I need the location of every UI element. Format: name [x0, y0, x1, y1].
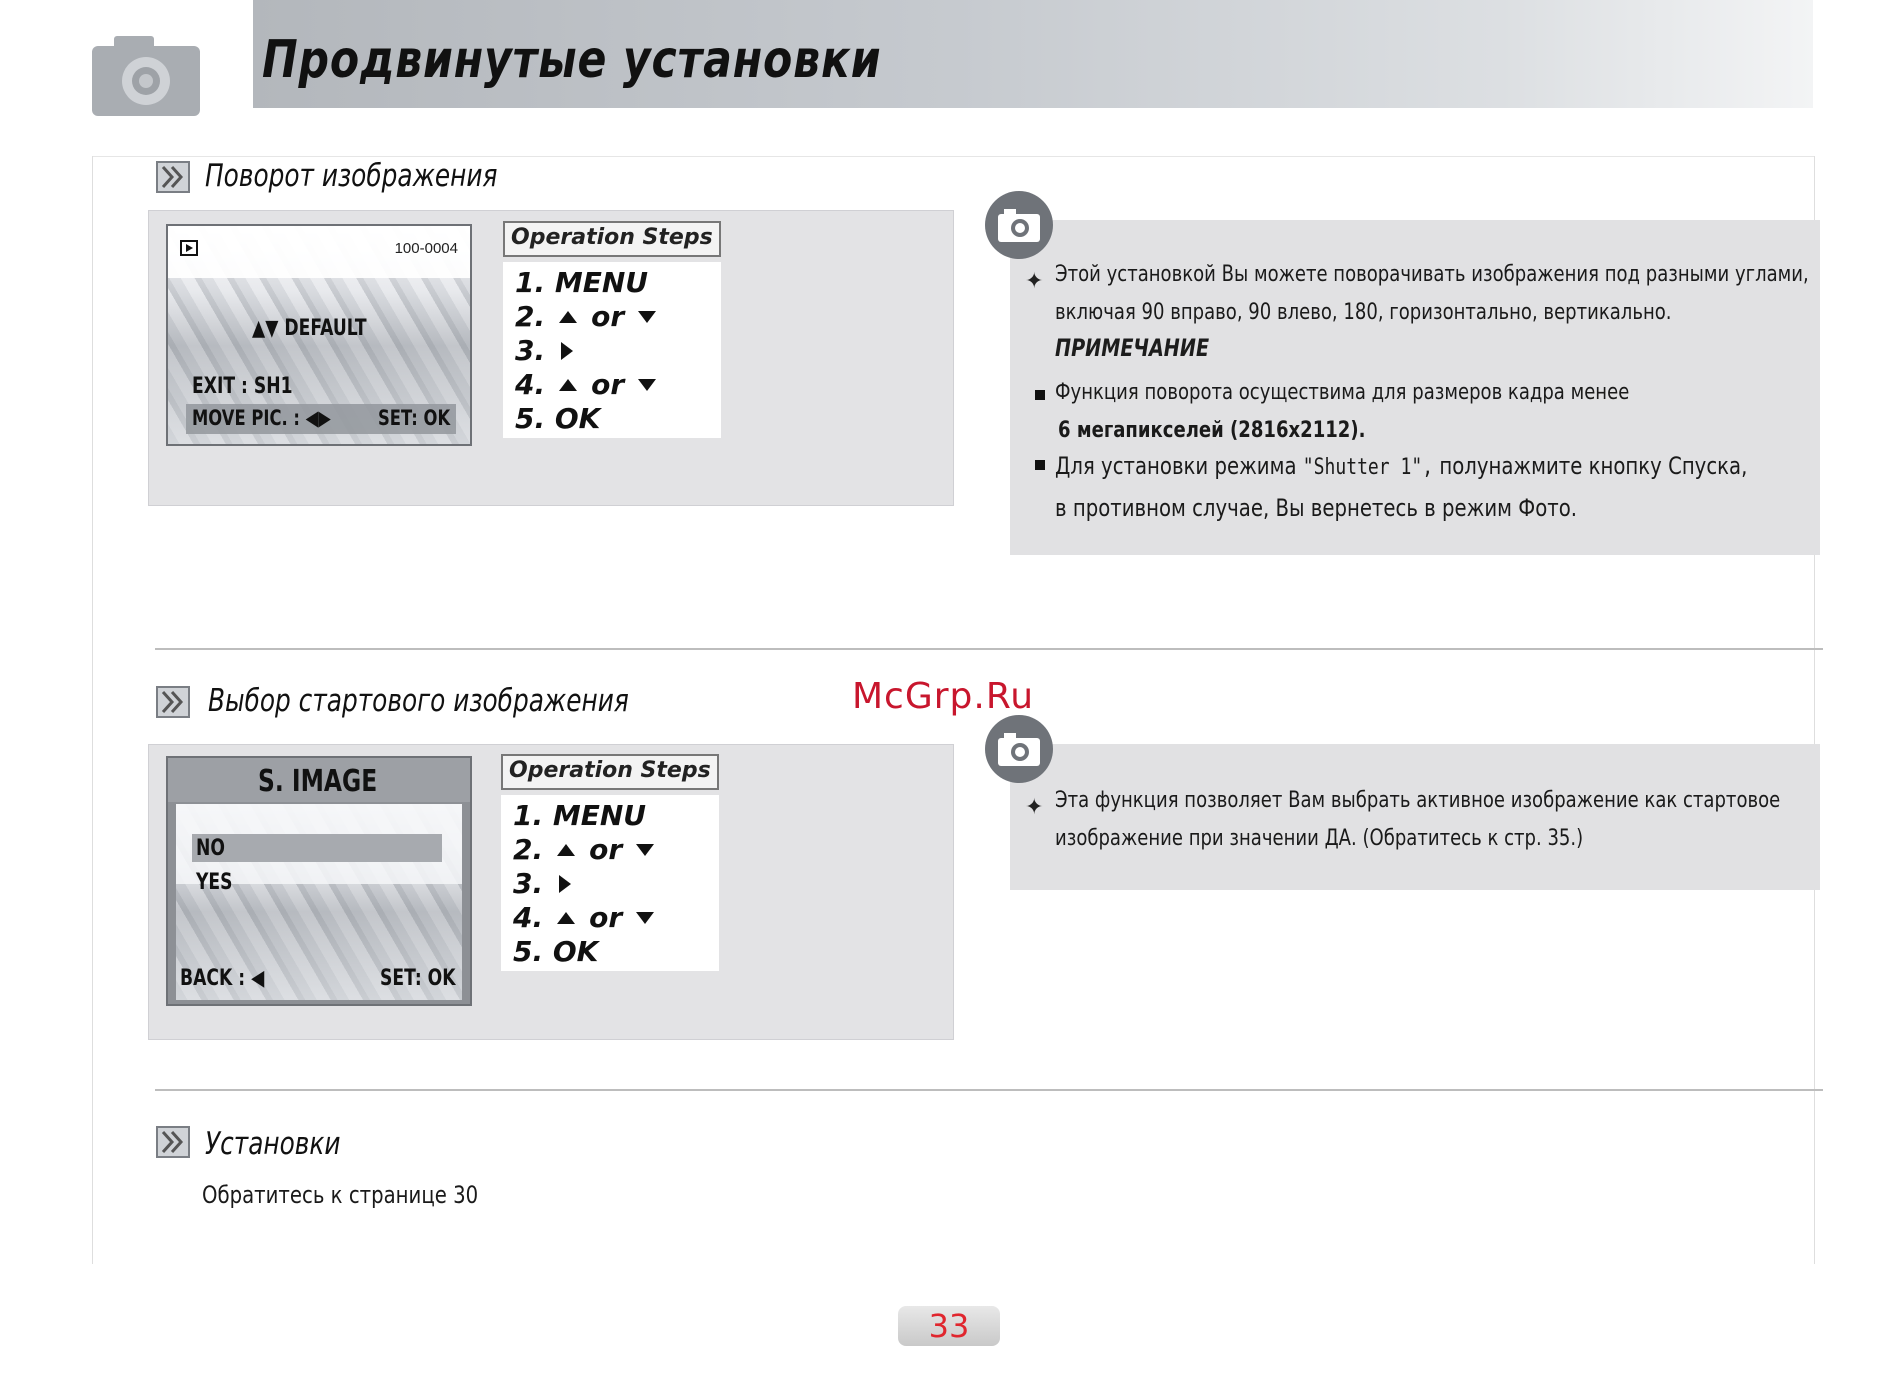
- step-2: [513, 833, 707, 867]
- step-3: [513, 867, 707, 901]
- lcd-back-row: [180, 966, 264, 991]
- down-arrow-icon: [638, 379, 656, 391]
- section-title-settings: Установки: [205, 1126, 341, 1162]
- left-arrow-icon: ◀: [251, 966, 265, 991]
- down-arrow-icon: [636, 844, 654, 856]
- up-arrow-icon: [557, 912, 575, 924]
- lcd-exit: EXIT : SH1: [192, 374, 293, 399]
- operation-steps-label: Operation Steps: [503, 221, 721, 257]
- step-2-num: 2.: [515, 300, 546, 333]
- top-rule: [92, 156, 1814, 157]
- up-arrow-icon: [557, 844, 575, 856]
- step-2-or: or: [591, 300, 625, 333]
- lcd-set: SET: OK: [380, 966, 456, 991]
- step-4: [515, 368, 709, 402]
- lcd-option-row: [252, 316, 367, 341]
- step-5: 5. OK: [515, 402, 601, 435]
- up-arrow-icon: [559, 311, 577, 323]
- camera-icon: [984, 190, 1054, 260]
- note-bullet-2b: полунажмите кнопку Спуска, в противном случае, Вы вернетесь в режим Фото.: [1055, 452, 1748, 522]
- down-arrow-icon: [636, 912, 654, 924]
- lcd-rotate-screen: [166, 224, 472, 446]
- lcd-start-image-screen: [166, 756, 472, 1006]
- lcd-option-no: NO: [196, 836, 225, 861]
- lcd-set: SET: OK: [378, 406, 451, 430]
- lcd-move-row: [192, 406, 331, 430]
- step-2-num: 2.: [513, 833, 544, 866]
- up-down-icon: ▲▼: [252, 316, 279, 341]
- step-3-num: 3.: [515, 334, 546, 367]
- step-3: [515, 334, 709, 368]
- shutter-code: "Shutter 1",: [1302, 455, 1434, 480]
- star-bullet-icon: ✦: [1025, 268, 1044, 293]
- lcd-option: DEFAULT: [284, 316, 367, 341]
- section-title-start-image: Выбор стартового изображения: [208, 683, 629, 719]
- note-bullet-1b: 6 мегапикселей (2816x2112).: [1058, 418, 1366, 443]
- camera-icon: [984, 714, 1054, 784]
- left-rule: [92, 156, 93, 1264]
- settings-reference: Обратитесь к странице 30: [202, 1181, 479, 1209]
- watermark: McGrp.Ru: [852, 676, 1035, 717]
- note-bullet-1a: Функция поворота осуществима для размеров кадра менее: [1055, 380, 1630, 405]
- note-bullet-2a: Для установки режима: [1055, 452, 1297, 480]
- playback-icon: [180, 240, 198, 256]
- step-2-or: or: [589, 833, 623, 866]
- up-arrow-icon: [559, 379, 577, 391]
- right-arrow-icon: [561, 342, 573, 360]
- lcd-move: MOVE PIC. :: [192, 406, 300, 430]
- square-bullet-icon: [1035, 460, 1045, 470]
- lcd-option-yes: YES: [196, 870, 233, 895]
- double-chevron-icon: [156, 1126, 190, 1158]
- step-4-or: or: [589, 901, 623, 934]
- operation-steps-label: Operation Steps: [501, 754, 719, 790]
- page-number: 33: [898, 1306, 1000, 1346]
- lcd-back: BACK :: [180, 966, 246, 991]
- section-divider: [155, 1089, 1823, 1091]
- star-bullet-icon: ✦: [1025, 794, 1044, 819]
- page-title: Продвинутые установки: [262, 30, 882, 90]
- step-4-or: or: [591, 368, 625, 401]
- step-1: 1. MENU: [515, 266, 649, 299]
- right-arrow-icon: [559, 875, 571, 893]
- down-arrow-icon: [638, 311, 656, 323]
- file-number: 100-0004: [394, 240, 458, 257]
- start-image-description: Эта функция позволяет Вам выбрать активное изображение как стартовое изображение при значении ДА. (Обратитесь к стр. 35.): [1055, 788, 1781, 851]
- note-bullet-2: [1055, 446, 1760, 528]
- section-divider: [155, 648, 1823, 650]
- rotate-description: Этой установкой Вы можете поворачивать изображения под разными углами, включая 90 вправо, 90 влево, 180, горизонтально, вертикально.: [1055, 262, 1809, 325]
- double-chevron-icon: [156, 686, 190, 718]
- step-4-num: 4.: [515, 368, 546, 401]
- step-3-num: 3.: [513, 867, 544, 900]
- note-heading: ПРИМЕЧАНИЕ: [1055, 334, 1210, 362]
- step-4: [513, 901, 707, 935]
- square-bullet-icon: [1035, 390, 1045, 400]
- left-right-icon: ◀▶: [305, 406, 331, 430]
- camera-logo-icon: [92, 34, 200, 116]
- step-5: 5. OK: [513, 935, 599, 968]
- lcd-menu-header: S. IMAGE: [258, 764, 378, 799]
- step-4-num: 4.: [513, 901, 544, 934]
- step-2: [515, 300, 709, 334]
- double-chevron-icon: [156, 161, 190, 193]
- step-1: 1. MENU: [513, 799, 647, 832]
- operation-steps-list: [501, 795, 719, 971]
- operation-steps-list: [503, 262, 721, 438]
- section-title-rotate: Поворот изображения: [205, 158, 498, 194]
